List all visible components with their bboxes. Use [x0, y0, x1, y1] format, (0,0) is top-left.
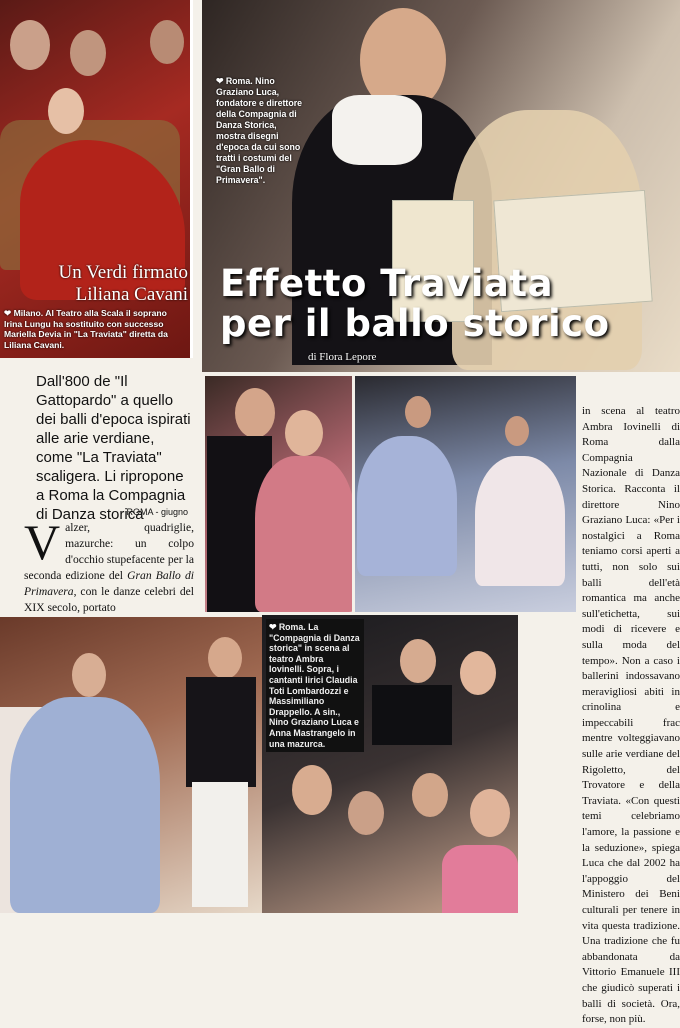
article-event-name: Gran Ballo di Primavera: [24, 569, 194, 598]
heart-icon: ❤: [269, 622, 279, 632]
sidebar-title-line1: Un Verdi firmato: [58, 262, 188, 283]
figure-silhouette: [400, 639, 436, 683]
article-p1: alzer, quadriglie, mazurche: un colpo d'occhio stupefacente per la seconda edizione del: [24, 521, 194, 582]
sidebar-caption-text: Milano. Al Teatro alla Scala il soprano Irina Lungu ha sostituito con successo Mariella Devia in "La Traviata" diretta da Liliana Cavani.: [4, 308, 168, 350]
headline-line2: per il ballo storico: [220, 302, 610, 345]
bottom-caption-text: Roma. La "Compagnia di Danza storica" in scena al teatro Ambra Iovinelli. Sopra, i cantanti lirici Claudia Toti Lombardozzi e Massimiliano Drappello. A sin., Nino Graziano Luca e Anna Mastrangelo in una mazurca.: [269, 622, 360, 749]
figure-silhouette: [412, 773, 448, 817]
figure-silhouette: [70, 30, 106, 76]
cravat-shape: [332, 95, 422, 165]
figure-silhouette: [470, 789, 510, 837]
figure-silhouette: [150, 20, 184, 64]
jacket-shape: [186, 677, 256, 787]
article-col1: [24, 504, 194, 616]
headline-line1: Effetto Traviata: [220, 262, 554, 305]
jacket-shape: [372, 685, 452, 745]
blue-dress-shape: [357, 436, 457, 576]
figure-silhouette: [72, 653, 106, 697]
figure-silhouette: [208, 637, 242, 679]
figure-silhouette: [505, 416, 529, 446]
figure-silhouette: [348, 791, 384, 835]
figure-silhouette: [48, 88, 84, 134]
bottom-caption-box: [266, 619, 364, 752]
main-photo-caption: [216, 76, 304, 186]
blue-dress-shape: [10, 697, 160, 913]
singers-photo: [205, 376, 352, 612]
main-photo: [202, 0, 680, 372]
dropcap: V: [24, 514, 61, 570]
heart-icon: ❤: [4, 308, 14, 318]
byline: di Flora Lepore: [308, 351, 377, 363]
sidebar-caption: [4, 308, 186, 350]
white-dress-shape: [475, 456, 565, 586]
sidebar-photo: [0, 0, 193, 358]
cast-photo: [262, 615, 518, 913]
main-photo-caption-text: Roma. Nino Graziano Luca, fondatore e direttore della Compagnia di Danza Storica, mostra disegni d'epoca da cui sono tratti i costumi del "Gran Ballo di Primavera".: [216, 76, 303, 185]
figure-silhouette: [10, 20, 50, 70]
mazurka-photo: [0, 617, 262, 913]
white-trousers-shape: [192, 782, 248, 907]
sidebar-title: [40, 262, 188, 306]
pink-dress-shape: [442, 845, 518, 913]
figure-silhouette: [285, 410, 323, 456]
figure-silhouette: [460, 651, 496, 695]
heart-icon: ❤: [216, 76, 226, 86]
headline: [220, 264, 680, 344]
dancers-photo: [355, 376, 576, 612]
article-p1-end: , con le danze celebri del XIX secolo, portato: [24, 585, 194, 614]
figure-silhouette: [292, 765, 332, 815]
sidebar-title-line2: Liliana Cavani: [75, 284, 188, 305]
dateline: ROMA - giugno: [126, 507, 188, 517]
intro-text: Dall'800 de "Il Gattopardo" a quello dei balli d'epoca ispirati alle arie verdiane, come "La Traviata" scaligera. Li ripropone a Roma la Compagnia di Danza storica: [36, 373, 191, 523]
figure-silhouette: [235, 388, 275, 438]
article-col2: in scena al teatro Ambra Iovinelli di Roma dalla Compagnia Nazionale di Danza Storica. Racconta il direttore Nino Graziano Luca: «Per i nostalgici a Roma teniamo corsi aperti a tutti, non solo sui balli dell'età romantica ma anche sull'etichetta, sui modi di ricevere e sulla moda del tempo». Non a caso i ballerini indossavano meravigliosi abiti in crinolina e impeccabili frac mentre volteggiavano sulle arie verdiane del Rigoletto, del Trovatore e della Traviata. «Con questi temi celebriamo l'amore, la passione e la seduzione», spiega Luca che dal 2002 ha l'appoggio del Ministero dei Beni culturali per tenere in vita questa tradizione. Una tradizione che fu abbandonata da Vittorio Emanuele III che giudicò superati i balli di società. Ora, forse, non più.: [582, 405, 680, 1026]
figure-silhouette: [405, 396, 431, 428]
pink-dress-shape: [255, 456, 352, 612]
